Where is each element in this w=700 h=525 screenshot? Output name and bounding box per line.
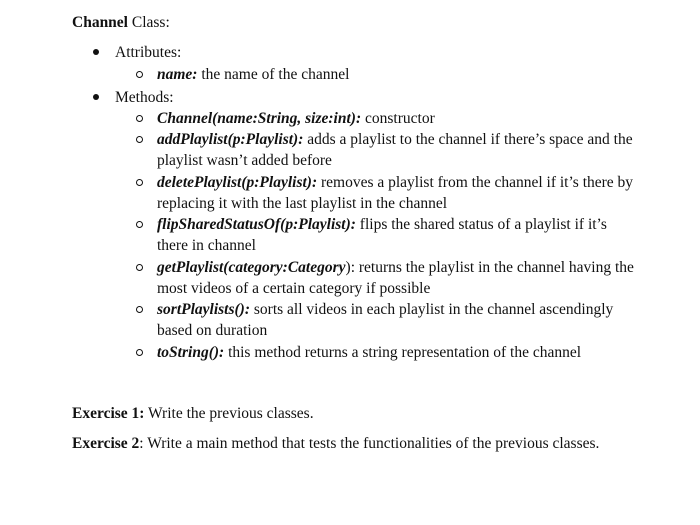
methods-bullet	[93, 87, 174, 108]
attribute-description: the name of the channel	[197, 66, 350, 83]
exercise-label: Exercise 2	[72, 435, 140, 452]
method-description: constructor	[361, 110, 435, 127]
hollow-bullet-icon	[136, 221, 143, 228]
method-item	[136, 257, 636, 299]
methods-label: Methods:	[115, 89, 174, 106]
attribute-signature: name:	[157, 66, 198, 83]
method-description: this method returns a string representation of the channel	[224, 344, 582, 361]
exercise-paragraph	[72, 433, 612, 454]
method-description: sorts all videos in each playlist in the channel ascendingly based on duration	[157, 301, 614, 339]
method-item	[136, 299, 636, 341]
hollow-bullet-icon	[136, 136, 143, 143]
attributes-bullet	[93, 42, 181, 63]
filled-bullet-icon	[93, 49, 99, 55]
method-signature: toString():	[157, 344, 225, 361]
hollow-bullet-icon	[136, 179, 143, 186]
heading-suffix: Class:	[128, 14, 170, 31]
heading-class-name: Channel	[72, 14, 128, 31]
hollow-bullet-icon	[136, 71, 143, 78]
method-description: adds a playlist to the channel if there’s space and the playlist wasn’t added before	[157, 131, 633, 169]
section-heading	[72, 12, 170, 33]
exercise-label: Exercise 1:	[72, 405, 145, 422]
method-description: ): returns the playlist in the channel having the most videos of a certain category if possible	[157, 259, 634, 297]
hollow-bullet-icon	[136, 264, 143, 271]
exercise-text: : Write a main method that tests the functionalities of the previous classes.	[139, 435, 600, 452]
method-item	[136, 214, 636, 256]
method-item	[136, 108, 636, 129]
exercise-text: Write the previous classes.	[144, 405, 314, 422]
method-signature: Channel(name:String, size:int):	[157, 110, 362, 127]
hollow-bullet-icon	[136, 349, 143, 356]
method-item	[136, 342, 636, 363]
method-item	[136, 129, 636, 171]
attribute-item	[136, 64, 636, 85]
method-description: flips the shared status of a playlist if it’s there in channel	[157, 216, 607, 254]
exercise-paragraph	[72, 403, 612, 424]
method-signature: addPlaylist(p:Playlist):	[157, 131, 304, 148]
method-signature: flipSharedStatusOf(p:Playlist):	[157, 216, 356, 233]
method-description: removes a playlist from the channel if it’s there by replacing it with the last playlist in the channel	[157, 174, 634, 212]
hollow-bullet-icon	[136, 306, 143, 313]
hollow-bullet-icon	[136, 115, 143, 122]
method-item	[136, 172, 636, 214]
method-signature: getPlaylist(category:Category	[157, 259, 346, 276]
method-signature: deletePlaylist(p:Playlist):	[157, 174, 318, 191]
filled-bullet-icon	[93, 94, 99, 100]
attributes-label: Attributes:	[115, 44, 182, 61]
method-signature: sortPlaylists():	[157, 301, 250, 318]
